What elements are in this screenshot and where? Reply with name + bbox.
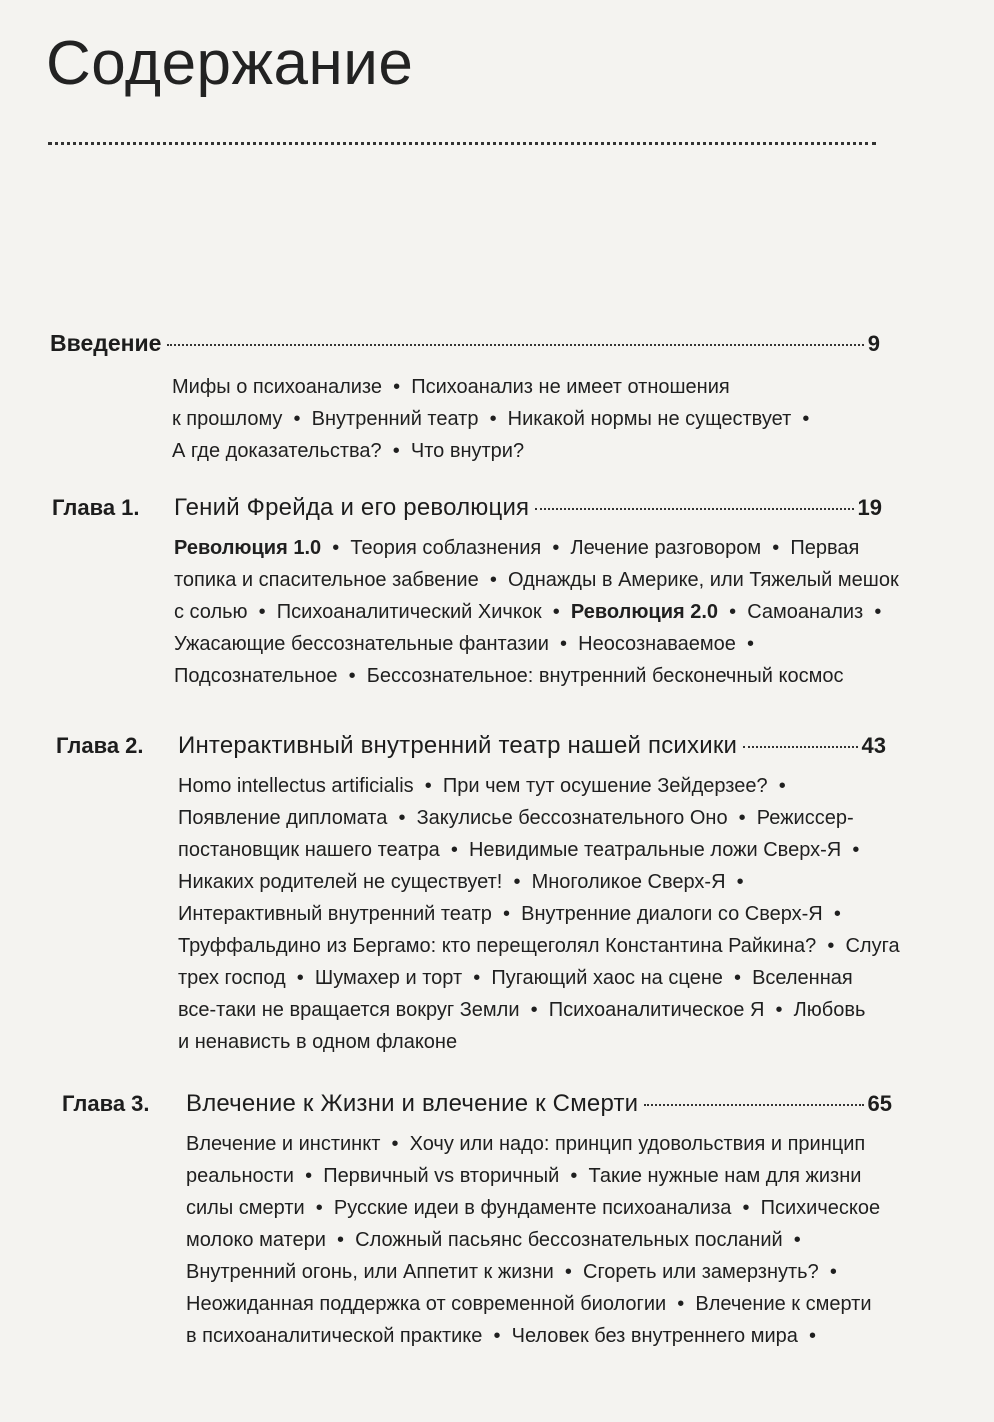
dot-leader xyxy=(743,746,857,748)
page-number: 43 xyxy=(861,733,886,758)
topic-line: Подсознательное • Бессознательное: внутренний бесконечный космос xyxy=(174,665,844,687)
topic-line: Появление дипломата • Закулисье бессознательного Оно • Режиссер- xyxy=(178,807,854,829)
bold-topic: Революция 1.0 xyxy=(174,537,322,559)
page-number: 9 xyxy=(867,331,880,356)
topic-line xyxy=(174,596,882,628)
toc-entry-head xyxy=(56,732,886,760)
topic-list xyxy=(186,1128,892,1352)
topic-line: и ненависть в одном флаконе xyxy=(178,1031,458,1053)
toc-entry-chapter-3 xyxy=(62,1090,892,1352)
topic-text: • Самоанализ • xyxy=(718,601,882,623)
toc-entry-chapter-2 xyxy=(56,732,900,1058)
page-number: 19 xyxy=(857,495,882,520)
page-number: 65 xyxy=(867,1091,892,1116)
toc-entry-head xyxy=(50,330,880,357)
chapter-number: Глава 2. xyxy=(56,733,144,758)
topic-line: к прошлому • Внутренний театр • Никакой нормы не существует • xyxy=(172,408,810,430)
dot-leader xyxy=(644,1104,863,1106)
toc-entry-chapter-1 xyxy=(52,494,899,692)
intro-label[interactable]: Введение xyxy=(50,330,162,356)
topic-line: в психоаналитической практике • Человек без внутреннего мира • xyxy=(186,1325,817,1347)
topic-text: с солью • Психоаналитический Хичкок • xyxy=(174,601,571,623)
topic-list xyxy=(172,371,880,467)
dot-leader xyxy=(535,508,853,510)
toc-entry-intro xyxy=(50,330,880,467)
chapter-title[interactable]: Влечение к Жизни и влечение к Смерти xyxy=(186,1090,639,1117)
topic-line: Неожиданная поддержка от современной биологии • Влечение к смерти xyxy=(186,1293,872,1315)
page-title: Содержание xyxy=(46,29,414,98)
title-divider xyxy=(48,142,876,145)
topic-line: Мифы о психоанализе • Психоанализ не имеет отношения xyxy=(172,376,730,398)
chapter-title[interactable]: Гений Фрейда и его революция xyxy=(174,494,530,521)
topic-line: Никаких родителей не существует! • Многоликое Сверх-Я • xyxy=(178,871,744,893)
topic-line: все-таки не вращается вокруг Земли • Психоаналитическое Я • Любовь xyxy=(178,999,866,1021)
toc-entry-head xyxy=(62,1090,892,1118)
bold-topic: Революция 2.0 xyxy=(570,601,719,623)
topic-line: молоко матери • Сложный пасьянс бессознательных посланий • xyxy=(186,1229,801,1251)
topic-line: А где доказательства? • Что внутри? xyxy=(172,440,525,462)
topic-line: топика и спасительное забвение • Однажды в Америке, или Тяжелый мешок xyxy=(174,569,899,591)
topic-line: Труффальдино из Бергамо: кто перещеголял Константина Райкина? • Слуга xyxy=(178,935,900,957)
topic-line: трех господ • Шумахер и торт • Пугающий хаос на сцене • Вселенная xyxy=(178,967,853,989)
topic-line: силы смерти • Русские идеи в фундаменте психоанализа • Психическое xyxy=(186,1197,881,1219)
topic-line: Homo intellectus artificialis • При чем тут осушение Зейдерзее? • xyxy=(178,775,786,797)
topic-line: Ужасающие бессознательные фантазии • Неосознаваемое • xyxy=(174,633,755,655)
topic-line: Интерактивный внутренний театр • Внутренние диалоги со Сверх-Я • xyxy=(178,903,841,925)
topic-line: Влечение и инстинкт • Хочу или надо: принцип удовольствия и принцип xyxy=(186,1133,866,1155)
topic-line xyxy=(174,532,882,564)
topic-list xyxy=(174,532,899,692)
topic-line: постановщик нашего театра • Невидимые театральные ложи Сверх-Я • xyxy=(178,839,860,861)
topic-line: Внутренний огонь, или Аппетит к жизни • Сгореть или замерзнуть? • xyxy=(186,1261,837,1283)
topic-text: • Теория соблазнения • Лечение разговором • Первая xyxy=(321,537,860,559)
topic-line: реальности • Первичный vs вторичный • Такие нужные нам для жизни xyxy=(186,1165,862,1187)
chapter-number: Глава 1. xyxy=(52,495,140,520)
toc-entry-head xyxy=(52,494,882,522)
chapter-title[interactable]: Интерактивный внутренний театр нашей психики xyxy=(178,732,738,759)
chapter-number: Глава 3. xyxy=(62,1091,150,1116)
topic-list xyxy=(178,770,900,1058)
dot-leader xyxy=(167,344,863,346)
